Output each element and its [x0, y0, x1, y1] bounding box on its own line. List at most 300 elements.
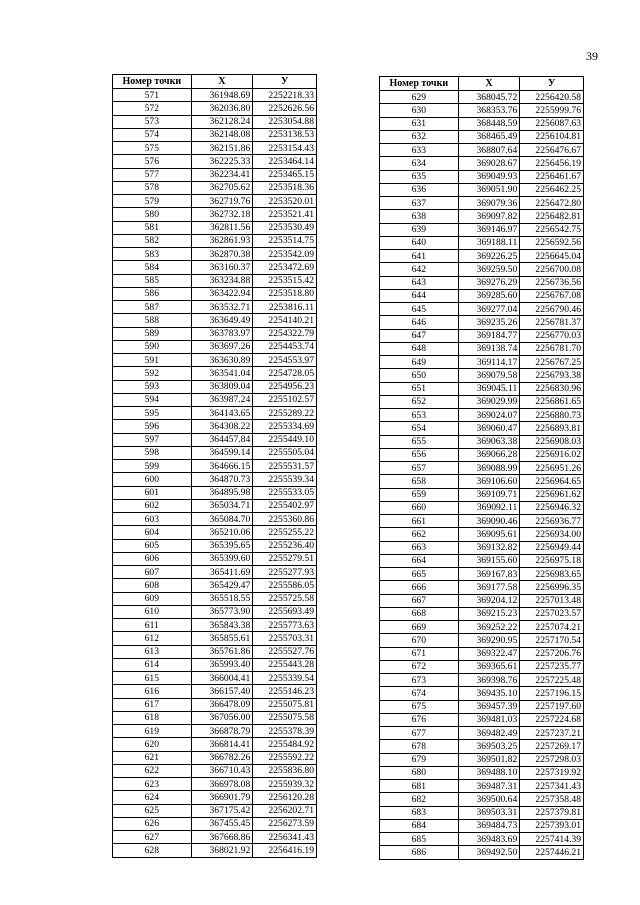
y-coordinate-cell: 2257358.48: [520, 793, 584, 806]
x-coordinate-cell: 367668.86: [191, 831, 253, 844]
y-coordinate-cell: 2257197.60: [520, 700, 584, 713]
x-coordinate-cell: 362870.38: [191, 248, 253, 261]
x-coordinate-cell: 369492.50: [458, 846, 520, 859]
point-number-cell: 600: [113, 473, 192, 486]
y-coordinate-cell: 2256983.65: [520, 568, 584, 581]
y-coordinate-cell: 2257446.21: [520, 846, 584, 859]
y-coordinate-cell: 2255255.22: [253, 526, 317, 539]
table-row: [113, 751, 317, 764]
y-coordinate-cell: 2253518.80: [253, 287, 317, 300]
x-coordinate-cell: 366157.40: [191, 685, 253, 698]
y-coordinate-cell: 2257414.39: [520, 833, 584, 846]
table-row: [113, 261, 317, 274]
table-row: [380, 846, 584, 859]
y-coordinate-cell: 2257269.17: [520, 740, 584, 753]
y-coordinate-cell: 2255236.40: [253, 539, 317, 552]
y-coordinate-cell: 2256476.67: [520, 144, 584, 157]
table-row: [113, 208, 317, 221]
table-row: [113, 526, 317, 539]
table-row: [380, 435, 584, 448]
y-coordinate-cell: 2253515.42: [253, 274, 317, 287]
x-coordinate-cell: 369204.12: [458, 594, 520, 607]
table-row: [380, 422, 584, 435]
table-row: [380, 475, 584, 488]
table-row: [380, 541, 584, 554]
y-coordinate-cell: 2256202.71: [253, 804, 317, 817]
table-row: [380, 568, 584, 581]
point-number-cell: 669: [380, 621, 459, 634]
table-row: [113, 195, 317, 208]
table-row: [113, 420, 317, 433]
table-row: [380, 607, 584, 620]
x-coordinate-cell: 363649.49: [191, 314, 253, 327]
point-number-cell: 601: [113, 486, 192, 499]
point-number-cell: 660: [380, 501, 459, 514]
x-coordinate-cell: 366710.43: [191, 764, 253, 777]
point-number-cell: 607: [113, 566, 192, 579]
y-coordinate-cell: 2254140.21: [253, 314, 317, 327]
y-coordinate-cell: 2253465.15: [253, 168, 317, 181]
point-number-cell: 654: [380, 422, 459, 435]
point-number-cell: 614: [113, 658, 192, 671]
y-coordinate-cell: 2256936.77: [520, 515, 584, 528]
table-row: [113, 552, 317, 565]
y-coordinate-cell: 2255693.49: [253, 605, 317, 618]
x-coordinate-cell: 365429.47: [191, 579, 253, 592]
x-coordinate-cell: 369435.10: [458, 687, 520, 700]
point-number-cell: 613: [113, 645, 192, 658]
y-coordinate-cell: 2256893.81: [520, 422, 584, 435]
x-coordinate-cell: 369066.28: [458, 448, 520, 461]
x-coordinate-cell: 369500.64: [458, 793, 520, 806]
table-row: [113, 340, 317, 353]
table-row: [380, 594, 584, 607]
table-row: [113, 566, 317, 579]
table-row: [380, 462, 584, 475]
x-coordinate-cell: 369290.95: [458, 634, 520, 647]
x-coordinate-cell: 365084.70: [191, 513, 253, 526]
x-coordinate-cell: 369167.83: [458, 568, 520, 581]
table-row: [380, 674, 584, 687]
point-number-cell: 643: [380, 276, 459, 289]
y-coordinate-cell: 2256961.62: [520, 488, 584, 501]
y-coordinate-cell: 2257206.76: [520, 647, 584, 660]
point-number-cell: 599: [113, 460, 192, 473]
header-x: X: [191, 75, 253, 89]
point-number-cell: 657: [380, 462, 459, 475]
point-number-cell: 685: [380, 833, 459, 846]
y-coordinate-cell: 2257341.43: [520, 780, 584, 793]
point-number-cell: 673: [380, 674, 459, 687]
table-row: [113, 168, 317, 181]
table-row: [380, 700, 584, 713]
table-row: [113, 632, 317, 645]
table-row: [113, 605, 317, 618]
table-row: [113, 446, 317, 459]
x-coordinate-cell: 362732.18: [191, 208, 253, 221]
x-coordinate-cell: 369488.10: [458, 766, 520, 779]
y-coordinate-cell: 2254956.23: [253, 380, 317, 393]
point-number-cell: 655: [380, 435, 459, 448]
table-row: [380, 581, 584, 594]
y-coordinate-cell: 2257298.03: [520, 753, 584, 766]
point-number-cell: 576: [113, 155, 192, 168]
y-coordinate-cell: 2255531.57: [253, 460, 317, 473]
table-row: [380, 713, 584, 726]
point-number-cell: 611: [113, 619, 192, 632]
table-row: [113, 367, 317, 380]
point-number-cell: 575: [113, 142, 192, 155]
point-number-cell: 642: [380, 263, 459, 276]
x-coordinate-cell: 362151.86: [191, 142, 253, 155]
y-coordinate-cell: 2256975.18: [520, 554, 584, 567]
y-coordinate-cell: 2257023.57: [520, 607, 584, 620]
table-row: [113, 181, 317, 194]
y-coordinate-cell: 2256790.46: [520, 303, 584, 316]
header-point-number: Номер точки: [113, 75, 192, 89]
x-coordinate-cell: 369482.49: [458, 727, 520, 740]
x-coordinate-cell: 363630.89: [191, 354, 253, 367]
point-number-cell: 640: [380, 236, 459, 249]
y-coordinate-cell: 2256951.26: [520, 462, 584, 475]
point-number-cell: 580: [113, 208, 192, 221]
point-number-cell: 658: [380, 475, 459, 488]
x-coordinate-cell: 366478.09: [191, 698, 253, 711]
point-number-cell: 578: [113, 181, 192, 194]
table-row: [113, 778, 317, 791]
x-coordinate-cell: 363234.88: [191, 274, 253, 287]
x-coordinate-cell: 365399.60: [191, 552, 253, 565]
x-coordinate-cell: 369079.36: [458, 197, 520, 210]
x-coordinate-cell: 369132.82: [458, 541, 520, 554]
table-row: [113, 539, 317, 552]
table-row: [380, 130, 584, 143]
x-coordinate-cell: 369092.11: [458, 501, 520, 514]
point-number-cell: 603: [113, 513, 192, 526]
x-coordinate-cell: 365761.86: [191, 645, 253, 658]
table-row: [113, 221, 317, 234]
table-row: [113, 115, 317, 128]
point-number-cell: 585: [113, 274, 192, 287]
table-row: [113, 287, 317, 300]
y-coordinate-cell: 2255999.76: [520, 104, 584, 117]
x-coordinate-cell: 369184.77: [458, 329, 520, 342]
x-coordinate-cell: 368807.64: [458, 144, 520, 157]
y-coordinate-cell: 2257170.54: [520, 634, 584, 647]
table-row: [380, 369, 584, 382]
table-row: [113, 672, 317, 685]
table-row: [380, 197, 584, 210]
header-y: У: [520, 77, 584, 91]
y-coordinate-cell: 2253530.49: [253, 221, 317, 234]
y-coordinate-cell: 2252626.56: [253, 102, 317, 115]
y-coordinate-cell: 2256462.25: [520, 183, 584, 196]
x-coordinate-cell: 364870.73: [191, 473, 253, 486]
point-number-cell: 588: [113, 314, 192, 327]
table-row: [380, 819, 584, 832]
table-row: [380, 634, 584, 647]
x-coordinate-cell: 369226.25: [458, 250, 520, 263]
table-row: [113, 579, 317, 592]
x-coordinate-cell: 369481.03: [458, 713, 520, 726]
y-coordinate-cell: 2256456.19: [520, 157, 584, 170]
table-row: [380, 660, 584, 673]
y-coordinate-cell: 2256781.37: [520, 316, 584, 329]
y-coordinate-cell: 2256416.19: [253, 844, 317, 857]
x-coordinate-cell: 363541.04: [191, 367, 253, 380]
table-row: [380, 448, 584, 461]
table-row: [380, 91, 584, 104]
y-coordinate-cell: 2257225.48: [520, 674, 584, 687]
point-number-cell: 591: [113, 354, 192, 367]
table-row: [380, 554, 584, 567]
y-coordinate-cell: 2255075.81: [253, 698, 317, 711]
table-row: [380, 753, 584, 766]
y-coordinate-cell: 2253154.43: [253, 142, 317, 155]
table-row: [380, 528, 584, 541]
x-coordinate-cell: 369051.90: [458, 183, 520, 196]
point-number-cell: 649: [380, 356, 459, 369]
y-coordinate-cell: 2255773.63: [253, 619, 317, 632]
point-number-cell: 686: [380, 846, 459, 859]
x-coordinate-cell: 363532.71: [191, 301, 253, 314]
point-number-cell: 619: [113, 725, 192, 738]
x-coordinate-cell: 369024.07: [458, 409, 520, 422]
header-point-number: Номер точки: [380, 77, 459, 91]
y-coordinate-cell: 2256767.25: [520, 356, 584, 369]
table-row: [113, 486, 317, 499]
table-row: [113, 658, 317, 671]
table-row: [380, 223, 584, 236]
point-number-cell: 651: [380, 382, 459, 395]
point-number-cell: 583: [113, 248, 192, 261]
y-coordinate-cell: 2257074.21: [520, 621, 584, 634]
point-number-cell: 680: [380, 766, 459, 779]
y-coordinate-cell: 2253514.75: [253, 234, 317, 247]
table-row: [113, 711, 317, 724]
y-coordinate-cell: 2255703.31: [253, 632, 317, 645]
table-row: [113, 142, 317, 155]
point-number-cell: 626: [113, 817, 192, 830]
y-coordinate-cell: 2256645.04: [520, 250, 584, 263]
x-coordinate-cell: 369146.97: [458, 223, 520, 236]
point-number-cell: 678: [380, 740, 459, 753]
table-row: [113, 433, 317, 446]
point-number-cell: 684: [380, 819, 459, 832]
x-coordinate-cell: 365411.69: [191, 566, 253, 579]
y-coordinate-cell: 2252218.33: [253, 89, 317, 102]
point-number-cell: 674: [380, 687, 459, 700]
y-coordinate-cell: 2257393.01: [520, 819, 584, 832]
x-coordinate-cell: 363160.37: [191, 261, 253, 274]
x-coordinate-cell: 367175.42: [191, 804, 253, 817]
table-row: [380, 144, 584, 157]
x-coordinate-cell: 366814.41: [191, 738, 253, 751]
x-coordinate-cell: 362811.56: [191, 221, 253, 234]
y-coordinate-cell: 2256949.44: [520, 541, 584, 554]
point-number-cell: 586: [113, 287, 192, 300]
page-number: 39: [586, 49, 598, 63]
x-coordinate-cell: 365773.90: [191, 605, 253, 618]
table-row: [113, 738, 317, 751]
table-row: [380, 806, 584, 819]
x-coordinate-cell: 363697.26: [191, 340, 253, 353]
y-coordinate-cell: 2257379.81: [520, 806, 584, 819]
point-number-cell: 582: [113, 234, 192, 247]
point-number-cell: 584: [113, 261, 192, 274]
y-coordinate-cell: 2255339.54: [253, 672, 317, 685]
x-coordinate-cell: 366004.41: [191, 672, 253, 685]
y-coordinate-cell: 2255586.05: [253, 579, 317, 592]
point-number-cell: 574: [113, 128, 192, 141]
point-number-cell: 596: [113, 420, 192, 433]
table-row: [113, 844, 317, 857]
table-row: [380, 647, 584, 660]
x-coordinate-cell: 362148.08: [191, 128, 253, 141]
y-coordinate-cell: 2255533.05: [253, 486, 317, 499]
table-row: [380, 501, 584, 514]
x-coordinate-cell: 365518.55: [191, 592, 253, 605]
x-coordinate-cell: 364599.14: [191, 446, 253, 459]
table-row: [380, 250, 584, 263]
y-coordinate-cell: 2255725.58: [253, 592, 317, 605]
y-coordinate-cell: 2256934.00: [520, 528, 584, 541]
table-row: [380, 687, 584, 700]
x-coordinate-cell: 369079.58: [458, 369, 520, 382]
point-number-cell: 670: [380, 634, 459, 647]
x-coordinate-cell: 362861.93: [191, 234, 253, 247]
x-coordinate-cell: 369155.60: [458, 554, 520, 567]
y-coordinate-cell: 2253472.69: [253, 261, 317, 274]
point-number-cell: 676: [380, 713, 459, 726]
y-coordinate-cell: 2253521.41: [253, 208, 317, 221]
table-row: [380, 727, 584, 740]
y-coordinate-cell: 2257237.21: [520, 727, 584, 740]
table-row: [113, 393, 317, 406]
table-row: [380, 236, 584, 249]
point-number-cell: 604: [113, 526, 192, 539]
x-coordinate-cell: 369097.82: [458, 210, 520, 223]
y-coordinate-cell: 2253520.01: [253, 195, 317, 208]
point-number-cell: 627: [113, 831, 192, 844]
point-number-cell: 581: [113, 221, 192, 234]
x-coordinate-cell: 366782.26: [191, 751, 253, 764]
point-number-cell: 612: [113, 632, 192, 645]
x-coordinate-cell: 364666.15: [191, 460, 253, 473]
x-coordinate-cell: 369483.69: [458, 833, 520, 846]
y-coordinate-cell: 2256781.70: [520, 342, 584, 355]
point-number-cell: 644: [380, 289, 459, 302]
table-row: [380, 157, 584, 170]
point-number-cell: 634: [380, 157, 459, 170]
point-number-cell: 663: [380, 541, 459, 554]
y-coordinate-cell: 2256793.38: [520, 369, 584, 382]
y-coordinate-cell: 2255289.22: [253, 407, 317, 420]
point-number-cell: 628: [113, 844, 192, 857]
point-number-cell: 608: [113, 579, 192, 592]
y-coordinate-cell: 2254553.97: [253, 354, 317, 367]
x-coordinate-cell: 369177.58: [458, 581, 520, 594]
x-coordinate-cell: 369109.71: [458, 488, 520, 501]
table-row: [380, 104, 584, 117]
x-coordinate-cell: 362719.76: [191, 195, 253, 208]
x-coordinate-cell: 365993.40: [191, 658, 253, 671]
point-number-cell: 609: [113, 592, 192, 605]
y-coordinate-cell: 2253816.11: [253, 301, 317, 314]
point-number-cell: 682: [380, 793, 459, 806]
x-coordinate-cell: 365395.65: [191, 539, 253, 552]
point-number-cell: 661: [380, 515, 459, 528]
y-coordinate-cell: 2256542.75: [520, 223, 584, 236]
y-coordinate-cell: 2257235.77: [520, 660, 584, 673]
table-row: [113, 102, 317, 115]
x-coordinate-cell: 368353.76: [458, 104, 520, 117]
point-number-cell: 664: [380, 554, 459, 567]
x-coordinate-cell: 366901.79: [191, 791, 253, 804]
y-coordinate-cell: 2256104.81: [520, 130, 584, 143]
table-row: [113, 155, 317, 168]
table-row: [380, 356, 584, 369]
point-number-cell: 620: [113, 738, 192, 751]
table-row: [380, 780, 584, 793]
point-number-cell: 589: [113, 327, 192, 340]
table-row: [113, 619, 317, 632]
y-coordinate-cell: 2256482.81: [520, 210, 584, 223]
x-coordinate-cell: 367455.45: [191, 817, 253, 830]
x-coordinate-cell: 369114.17: [458, 356, 520, 369]
table-row: [113, 499, 317, 512]
x-coordinate-cell: 362705.62: [191, 181, 253, 194]
point-number-cell: 592: [113, 367, 192, 380]
y-coordinate-cell: 2253542.09: [253, 248, 317, 261]
x-coordinate-cell: 369090.46: [458, 515, 520, 528]
table-row: [380, 833, 584, 846]
point-number-cell: 636: [380, 183, 459, 196]
y-coordinate-cell: 2256461.67: [520, 170, 584, 183]
y-coordinate-cell: 2255539.34: [253, 473, 317, 486]
point-number-cell: 677: [380, 727, 459, 740]
y-coordinate-cell: 2257196.15: [520, 687, 584, 700]
x-coordinate-cell: 369028.67: [458, 157, 520, 170]
x-coordinate-cell: 362036.80: [191, 102, 253, 115]
x-coordinate-cell: 369252.22: [458, 621, 520, 634]
y-coordinate-cell: 2255277.93: [253, 566, 317, 579]
y-coordinate-cell: 2256273.59: [253, 817, 317, 830]
point-number-cell: 625: [113, 804, 192, 817]
y-coordinate-cell: 2256420.58: [520, 91, 584, 104]
table-row: [380, 210, 584, 223]
point-number-cell: 667: [380, 594, 459, 607]
x-coordinate-cell: 362128.24: [191, 115, 253, 128]
y-coordinate-cell: 2255075.58: [253, 711, 317, 724]
table-row: [380, 170, 584, 183]
y-coordinate-cell: 2256767.08: [520, 289, 584, 302]
x-coordinate-cell: 368045.72: [458, 91, 520, 104]
point-number-cell: 579: [113, 195, 192, 208]
y-coordinate-cell: 2255402.97: [253, 499, 317, 512]
y-coordinate-cell: 2255484.92: [253, 738, 317, 751]
y-coordinate-cell: 2256880.73: [520, 409, 584, 422]
point-number-cell: 646: [380, 316, 459, 329]
x-coordinate-cell: 365210.06: [191, 526, 253, 539]
y-coordinate-cell: 2255360.86: [253, 513, 317, 526]
y-coordinate-cell: 2256700.08: [520, 263, 584, 276]
table-row: [113, 685, 317, 698]
y-coordinate-cell: 2256341.43: [253, 831, 317, 844]
x-coordinate-cell: 369045.11: [458, 382, 520, 395]
x-coordinate-cell: 369322.47: [458, 647, 520, 660]
y-coordinate-cell: 2254728.05: [253, 367, 317, 380]
